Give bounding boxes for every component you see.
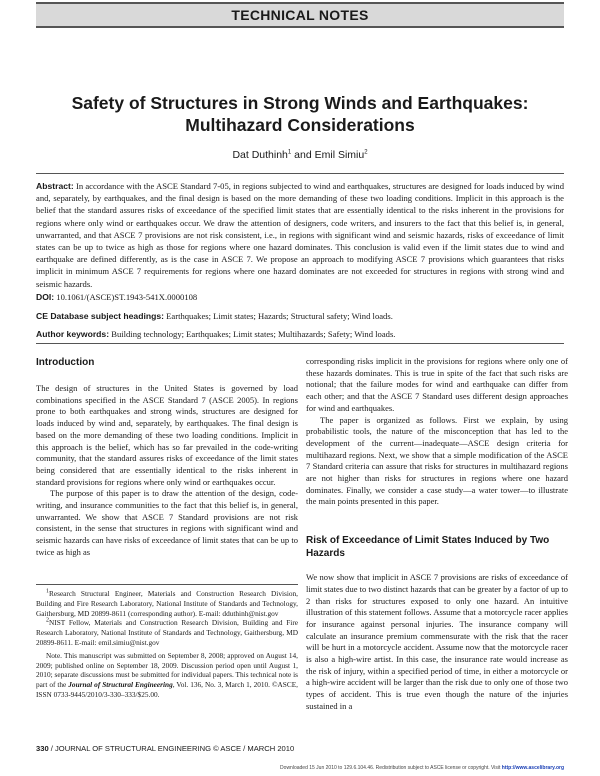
doi [36,292,564,302]
page-number: 330 [36,744,49,753]
abstract-text: In accordance with the ASCE Standard 7-05, in regions subjected to wind and earthquakes, structures are designed for loads induced by wind and, separately, by earthquakes, and the final design is based on the more demanding of these two loading conditions. Implicit in this approach is the belief that the standard assures risks of exceedance of the specified limit states that are essentially identical to the risks inherent in the provisions for regions where only wind or earthquakes occur. We draw the attention of designers, code writers, and insurers to the fact that this belief is, in general, unwarranted, and that ASCE 7 provisions are not risk consistent, i.e., in regions with significant wind and seismic hazards, risks of exceedance of limit states can be up to twice as high as those for regions where one hazard dominates. This conclusion is valid even if the limit states due to wind and earthquake are defined differently, as is the case in ASCE 7. We propose an approach to modifying ASCE 7 provisions which guarantees that risks implicit in minimum ASCE 7 requirements for regions where one hazard dominates are not exceeded for structures in regions with strong wind and seismic hazards. [36,181,564,289]
right-column [306,356,568,713]
doi-value: 10.1061/(ASCE)ST.1943-541X.0000108 [54,292,198,302]
authors [36,148,564,162]
paragraph: The purpose of this paper is to draw the attention of the design, code-writing, and insurance communities to the fact that this belief is, in general, unwarranted. We show that ASCE 7 Standard provisions are not risk consistent, in the sense that structures in regions with significant wind and seismic hazards can have risks of exceedance of limit states that can be up to twice as high as [36,488,298,557]
journal-footer: / JOURNAL OF STRUCTURAL ENGINEERING © ASCE / MARCH 2010 [48,744,295,753]
left-column [36,356,298,559]
subject-headings-text: Earthquakes; Limit states; Hazards; Structural safety; Wind loads. [164,311,393,321]
ascelibrary-link[interactable]: http://www.ascelibrary.org [501,765,564,771]
keywords-label: Author keywords: [36,329,110,339]
divider [36,343,564,344]
journal-name: Journal of Structural Engineering [68,680,173,690]
download-notice [280,765,564,771]
footnote-text: NIST Fellow, Materials and Construction Research Division, Building and Fire Research Laboratory, National Institute of Standards and Technology, Gaithersburg, MD 20899-8611. E-mail: emil.simiu@nist.gov [36,618,298,647]
paragraph: The paper is organized as follows. First we explain, by using probabilistic tools, the nature of the misconception that has led to the development of the current—inadequate—ASCE design criteria for multihazard regions. Next, we show that a simple modification of the ASCE 7 Standard criteria can assure that risks for structures in multihazard regions are not higher than risks for structures in regions where one hazard dominates. Finally, we consider a case study—a water tower—to illustrate the main points presented in this paper. [306,414,568,507]
paragraph: The design of structures in the United States is governed by load combinations specified in the ASCE Standard 7 (ASCE 2005). In regions prone to both earthquakes and strong winds, structures are designed for loads induced by wind and, separately, by earthquakes. The final design is based on the more demanding of these two loading conditions. Implicit in this approach is the belief, which has so far prevailed in the code-writing community, that the standard assures risks of exceedance of the limit states being considered that are essentially identical to the risks inherent in standard provisions for regions where only wind or earthquakes occur. [36,383,298,487]
section-heading: Introduction [36,357,95,368]
affiliation-mark: 2 [364,149,368,156]
footnote [36,618,298,647]
paper-title [36,92,564,136]
footnote-text: Research Structural Engineer, Materials and Construction Research Division, Building and Fire Research Laboratory, National Institute of Standards and Technology, Gaithersburg, MD 20899-8611 (corresponding author). E-mail: dduthinh@nist.gov [36,589,298,618]
download-text: Downloaded 15 Jun 2010 to 129.6.104.46. Redistribution subject to ASCE license or copyright. Visit [280,765,502,771]
note-text: Note. This manuscript was submitted on September 8, 2008; approved on August 14, 2009; published online on September 18, 2009. Discussion period open until August 1, 2010; separate discussions must be submitted for individual papers. This technical note is part of the [36,650,298,690]
title-line: Safety of Structures in Strong Winds and Earthquakes: [71,93,529,113]
author: Dat Duthinh [232,149,288,161]
note-text: , Vol. 136, No. 3, March 1, 2010. ©ASCE, ISSN 0733-9445/2010/3-330–333/$25.00. [36,680,298,699]
footnote [36,589,298,618]
section-header: TECHNICAL NOTES [36,2,564,28]
footnote-mark: 1 [46,588,49,595]
author: Emil Simiu [314,149,365,161]
section-heading: Risk of Exceedance of Limit States Induced by Two Hazards [306,535,550,560]
page-footer [36,744,294,753]
footnote-mark: 2 [46,617,49,624]
author-keywords [36,329,564,339]
paragraph: corresponding risks implicit in the provisions for regions where only one of these hazards dominates. This is true in spite of the fact that such risks are notional; that the failure modes for wind and earthquake can differ from each other; and that the ASCE 7 Standard uses different design approaches for wind and earthquakes. [306,356,568,413]
subject-headings [36,311,564,321]
subject-headings-label: CE Database subject headings: [36,311,164,321]
divider [36,173,564,174]
abstract [36,180,564,290]
keywords-text: Building technology; Earthquakes; Limit states; Multihazards; Safety; Wind loads. [109,329,396,339]
manuscript-note [36,651,298,700]
title-line: Multihazard Considerations [185,115,415,135]
abstract-label: Abstract: [36,181,74,191]
paragraph: We now show that implicit in ASCE 7 provisions are risks of exceedance of limit states due to two distinct hazards that can be greater by a factor of up to 2 than risks for structures exposed to only one hazard. An intuitive illustration of this statement follows. Assume that a motorcycle racer applies for insurance against personal injuries. The insurance company will calculate an insurance premium commensurate with the risk that the racer will be hurt in a motorcycle accident. Assume now that the motorcycle racer is also a high-wire artist. In this case, the insurance rate would increase as the risk of injury, within a specified period of time, in either a motorcycle or a high-wire accident will be larger than the risk due to only one of those two types of accident. This is true even though the nature of the injuries sustained in a [306,572,568,711]
affiliation-mark: 1 [287,149,292,156]
doi-label: DOI: [36,292,55,302]
conjunction: and [291,149,315,161]
footnotes [36,584,298,700]
